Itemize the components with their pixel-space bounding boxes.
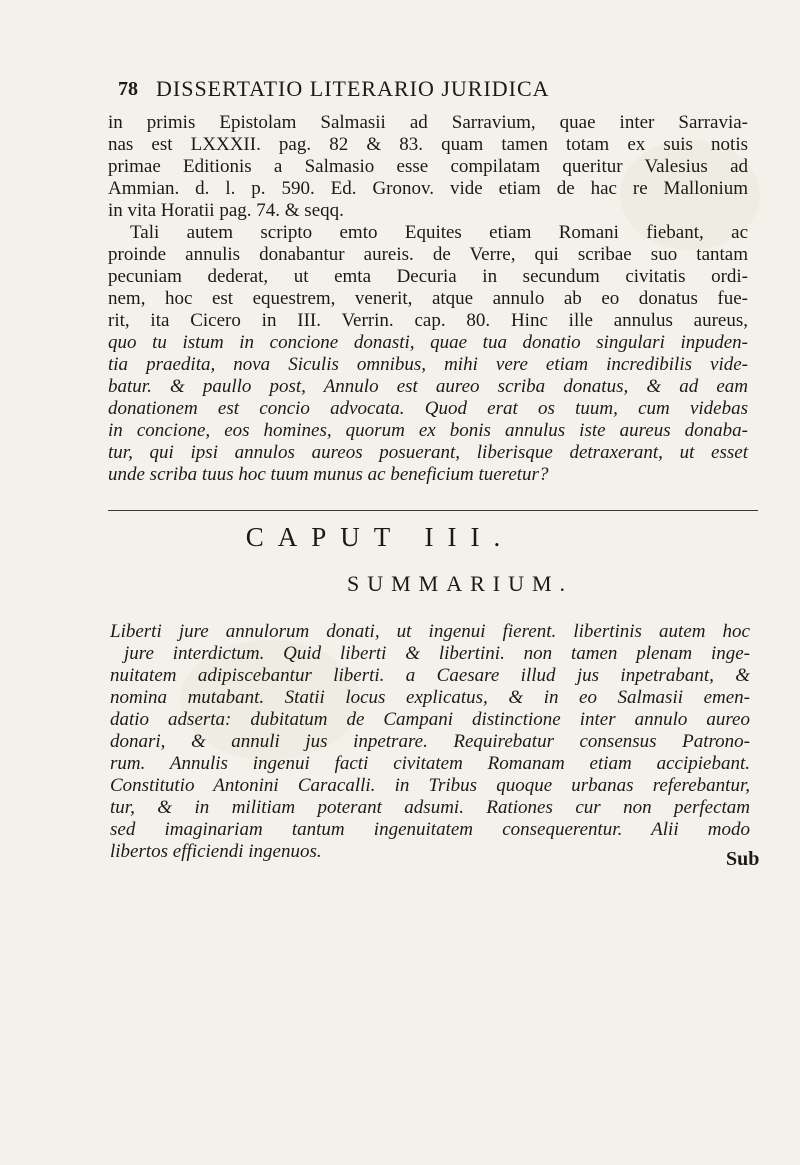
summary-text — [110, 621, 750, 863]
text-line: donationem est concio advocata. Quod erat os tuum, cum videbas — [108, 398, 748, 419]
summary-line: sed imaginariam tantum ingenuitatem consequerentur. Alii modo — [110, 819, 750, 840]
text-line: proinde annulis donabantur aureis. de Verre, qui scribae suo tantam — [108, 244, 748, 265]
text-line: pecuniam dederat, ut emta Decuria in secundum civitatis ordi- — [108, 266, 748, 287]
text-line: in primis Epistolam Salmasii ad Sarravium, quae inter Sarravia- — [108, 112, 748, 133]
running-header — [118, 74, 738, 104]
text-line: quo tu istum in concione donasti, quae tua donatio singulari inpuden- — [108, 332, 748, 353]
text-line: in vita Horatii pag. 74. & seqq. — [108, 200, 344, 221]
text-line: batur. & paullo post, Annulo est aureo scriba donatus, & ad eam — [108, 376, 748, 397]
text-line: rit, ita Cicero in III. Verrin. cap. 80. Hinc ille annulus aureus, — [108, 310, 748, 331]
text-line: tia praedita, nova Siculis omnibus, mihi vere etiam incredibilis vide- — [108, 354, 748, 375]
text-line: nas est LXXXII. pag. 82 & 83. quam tamen totam ex suis notis — [108, 134, 748, 155]
page-number: 78 — [118, 78, 138, 100]
summary-line: libertos efficiendi ingenuos. — [110, 841, 322, 862]
text-line: Ammian. d. l. p. 590. Ed. Gronov. vide etiam de hac re Mallonium — [108, 178, 748, 199]
text-line: nem, hoc est equestrem, venerit, atque annulo ab eo donatus fue- — [108, 288, 748, 309]
text-line: primae Editionis a Salmasio esse compilatam queritur Valesius ad — [108, 156, 748, 177]
running-title: DISSERTATIO LITERARIO JURIDICA — [156, 76, 550, 101]
text-line: Tali autem scripto emto Equites etiam Romani fiebant, ac — [130, 222, 748, 243]
summary-line: datio adserta: dubitatum de Campani distinctione inter annulo aureo — [110, 709, 750, 730]
text-line: tur, qui ipsi annulos aureos posuerant, liberisque detraxerant, ut esset — [108, 442, 748, 463]
summary-heading: SUMMARIUM. — [346, 571, 574, 596]
summary-line: Liberti jure annulorum donati, ut ingenui fierent. libertinis autem hoc — [110, 621, 750, 642]
summary-line: donari, & annuli jus inpetrare. Requirebatur consensus Patrono- — [110, 731, 750, 752]
summary-line: rum. Annulis ingenui facti civitatem Romanam etiam accipiebant. — [110, 753, 750, 774]
body-text — [108, 112, 748, 486]
chapter-heading: CAPUT III. — [245, 522, 515, 552]
summary-line: nomina mutabant. Statii locus explicatus, & in eo Salmasii emen- — [110, 687, 750, 708]
summary-line: tur, & in militiam poterant adsumi. Rationes cur non perfectam — [110, 797, 750, 818]
summary-line: Constitutio Antonini Caracalli. in Tribus quoque urbanas referebantur, — [110, 775, 750, 796]
text-line: unde scriba tuus hoc tuum munus ac beneficium tueretur? — [108, 464, 549, 485]
section-divider — [108, 510, 758, 511]
summary-line: nuitatem adipiscebantur liberti. a Caesare illud jus inpetrabant, & — [110, 665, 750, 686]
text-line: in concione, eos homines, quorum ex bonis annulus iste aureus donaba- — [108, 420, 748, 441]
catchword: Sub — [726, 848, 760, 870]
summary-line: jure interdictum. Quid liberti & libertini. non tamen plenam inge- — [124, 643, 750, 664]
